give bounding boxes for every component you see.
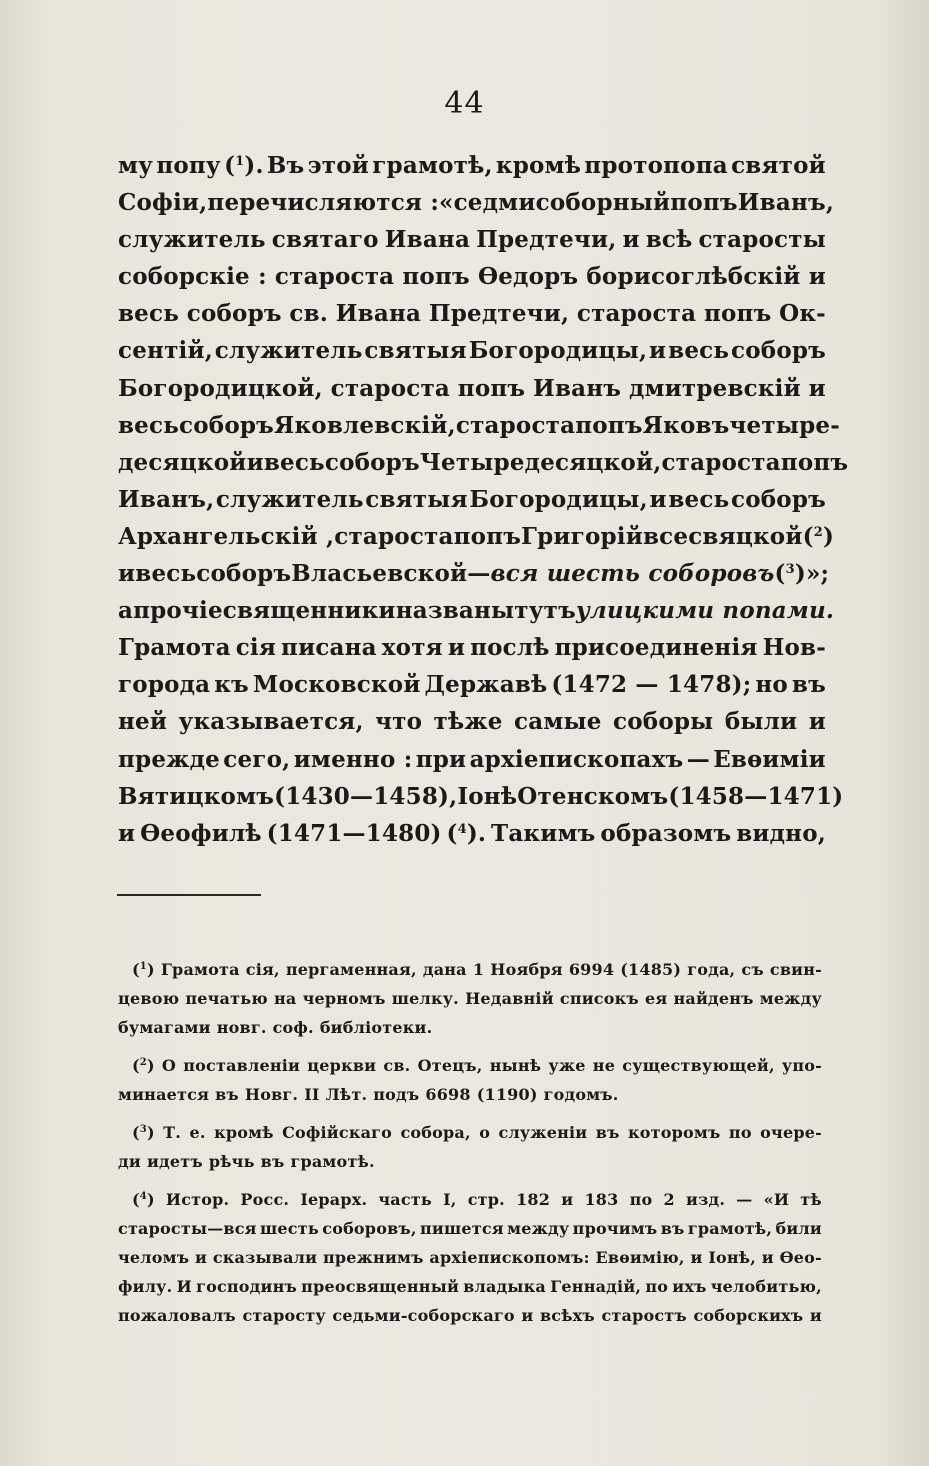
word: ($^4$) (132, 1190, 155, 1209)
word: (1485) (620, 960, 682, 979)
word: и (649, 485, 667, 513)
word: староста (661, 448, 781, 476)
word: не (592, 1056, 616, 1075)
footnote-line (118, 1272, 822, 1301)
footnote-4 (118, 1185, 822, 1330)
word: на (273, 989, 297, 1008)
word: (1472 — 1478); (551, 671, 752, 699)
word: сказывали (212, 1248, 318, 1267)
word: изд. (686, 1190, 726, 1209)
word: часть (378, 1190, 432, 1209)
text-line (118, 592, 835, 629)
word: Ивана (384, 226, 471, 254)
word: въ (660, 1219, 685, 1238)
word: Московской (252, 671, 421, 699)
word: 183 (584, 1190, 619, 1209)
word: господинъ (196, 1277, 297, 1296)
word: Софійскаго (282, 1123, 393, 1142)
word: Иванъ, (737, 189, 835, 217)
word: староста (576, 300, 697, 328)
word: но (755, 671, 788, 699)
word: между (759, 989, 822, 1008)
text-line (118, 629, 826, 666)
word: староста (330, 374, 450, 402)
word: святой (731, 152, 826, 179)
word: 1 (472, 960, 485, 979)
word: рѣчь (208, 1152, 255, 1171)
word: Геннадій, (550, 1277, 642, 1296)
text-line (118, 444, 849, 481)
word: года, (687, 960, 736, 979)
word: ($^1$) (132, 960, 155, 979)
word: — (686, 745, 710, 773)
footnote-line (118, 1301, 822, 1330)
word: ($^2$) (802, 522, 835, 550)
word: старосты (698, 226, 826, 254)
word: старосты—вся (118, 1219, 257, 1238)
footnote-line (118, 1147, 822, 1176)
word: Евѳимію, (595, 1248, 685, 1267)
word: Григорій (521, 522, 643, 550)
text-line (118, 332, 826, 369)
word: прочимъ (572, 1219, 658, 1238)
word: седьми-соборскаго (332, 1306, 515, 1325)
word: писана (281, 634, 377, 662)
word: Өео- (779, 1248, 822, 1267)
word: послѣ (470, 634, 550, 662)
word: свин- (769, 960, 822, 979)
word: и (118, 819, 136, 847)
word: по (645, 1277, 669, 1296)
word: Грамота (160, 960, 240, 979)
word: и (195, 1248, 208, 1267)
text-line (118, 778, 844, 815)
word: сентій, (118, 337, 213, 365)
word: тутъ (514, 597, 576, 625)
text-line (118, 370, 826, 407)
word: и (649, 337, 667, 365)
word: Иванъ (533, 374, 622, 402)
word: годомъ. (543, 1085, 619, 1104)
word: священники (222, 597, 396, 625)
word: св. (289, 300, 329, 328)
word: указывается, (178, 708, 364, 736)
word: Өеофилѣ (140, 819, 262, 847)
word: по (629, 1190, 653, 1209)
word: Предтечи, (428, 300, 570, 328)
word: Вятицкомъ (118, 782, 275, 810)
word: и (118, 560, 136, 588)
word: названы (395, 597, 515, 625)
word: Грамота (118, 634, 231, 662)
word: по (728, 1123, 752, 1142)
word: сія, (245, 960, 280, 979)
word: всесвяцкой (642, 522, 803, 550)
text-line (118, 258, 826, 295)
word: соборскіе : (118, 263, 267, 291)
word: весь (668, 485, 730, 513)
text-line (118, 481, 826, 518)
word: соборъ (324, 448, 420, 476)
word: дана (422, 960, 467, 979)
word: десяцкой (118, 448, 247, 476)
word: Въ (266, 152, 305, 179)
footnote-1 (118, 955, 822, 1042)
word: были (724, 708, 798, 736)
main-text (118, 147, 849, 852)
word: хотя (381, 634, 443, 662)
word: присоединенія (554, 634, 758, 662)
word: образомъ (600, 819, 732, 847)
word: ($^2$) (132, 1056, 155, 1075)
word: попъ (670, 189, 738, 217)
word: староста (334, 522, 454, 550)
text-line (118, 184, 835, 221)
word: соборскихъ (693, 1306, 804, 1325)
word: при (415, 745, 467, 773)
word: — (467, 560, 491, 588)
text-line (118, 741, 826, 778)
footnote-3 (118, 1118, 822, 1176)
word: ди (118, 1152, 141, 1171)
word: И (176, 1277, 192, 1296)
word: весь (135, 560, 197, 588)
word: ($^3$)»; (774, 560, 830, 588)
word: нынѣ (489, 1056, 542, 1075)
word: и (561, 1190, 574, 1209)
word: перечисляются : (207, 189, 440, 217)
word: весь (263, 448, 325, 476)
word: владыка (463, 1277, 546, 1296)
word: Отецъ, (417, 1056, 483, 1075)
word: служитель (118, 226, 266, 254)
word: св. (383, 1056, 411, 1075)
word: весь (118, 300, 180, 328)
word: попъ (457, 374, 526, 402)
footnote-line (118, 1214, 822, 1243)
word: кромѣ (214, 1123, 274, 1142)
word: Росс. (240, 1190, 290, 1209)
word: и (246, 448, 264, 476)
word: Богородицы, (469, 485, 648, 513)
word: ея (644, 989, 668, 1008)
word: Богородицкой, (118, 374, 323, 402)
word: и (521, 1306, 534, 1325)
word: къ (214, 671, 249, 699)
word: и (808, 708, 826, 736)
word: весь (118, 411, 180, 439)
word: попъ (703, 300, 772, 328)
word: Иванъ, (118, 485, 215, 513)
word: улицкими попами. (575, 597, 835, 625)
word: Т. (163, 1123, 182, 1142)
word: служеніи (498, 1123, 588, 1142)
word: — (736, 1190, 753, 1209)
word: ихъ (672, 1277, 707, 1296)
word: Евѳиміи (713, 745, 826, 773)
word: архіепископахъ (469, 745, 684, 773)
word: и (690, 1248, 703, 1267)
word: ($^4$). (446, 819, 487, 847)
word: Лѣт. (325, 1085, 368, 1104)
text-line (118, 518, 835, 555)
footnote-line (118, 1013, 822, 1042)
word: соборъ (731, 337, 826, 365)
word: цевою (118, 989, 180, 1008)
word: сія (235, 634, 277, 662)
footnote-line (118, 1243, 822, 1272)
word: и (808, 263, 826, 291)
word: упо- (781, 1056, 822, 1075)
word: Ивана (335, 300, 422, 328)
page-number: 44 (444, 86, 485, 121)
word: Власьевской (291, 560, 468, 588)
word: попу (156, 152, 221, 179)
word: четыре- (729, 411, 840, 439)
word: тѣ (800, 1190, 822, 1209)
word: соборъ (186, 300, 282, 328)
word: всѣ (645, 226, 693, 254)
word: попъ (402, 263, 470, 291)
footnote-line (118, 955, 822, 984)
word: Іонѣ (457, 782, 518, 810)
word: Четыредесяцкой, (419, 448, 662, 476)
word: а (118, 597, 134, 625)
word: прежде (118, 745, 220, 773)
word: Нов- (762, 634, 826, 662)
word: соборъ (731, 485, 826, 513)
word: Державѣ (424, 671, 548, 699)
word: грамотѣ, (372, 152, 493, 179)
word: въ (260, 1152, 285, 1171)
word: прежнимъ (323, 1248, 424, 1267)
footnote-line (118, 1080, 822, 1109)
word: святыя (364, 337, 467, 365)
text-line (118, 555, 830, 592)
word: «седмисоборный (439, 189, 671, 217)
word: (1190) (476, 1085, 538, 1104)
footnote-line (118, 1185, 822, 1214)
word: пожаловалъ (118, 1306, 236, 1325)
word: и (808, 374, 826, 402)
word: (1430—1458), (274, 782, 458, 810)
word: Недавній (465, 989, 554, 1008)
word: соборъ (196, 560, 292, 588)
word: собора, (400, 1123, 471, 1142)
word: попъ (780, 448, 849, 476)
word: Предтечи, (476, 226, 617, 254)
word: библіотеки. (319, 1018, 433, 1037)
word: именно : (293, 745, 413, 773)
word: вся шесть соборовъ (490, 560, 775, 588)
word: старосту (242, 1306, 326, 1325)
word: 182 (516, 1190, 551, 1209)
word: соф. (272, 1018, 314, 1037)
word: кромѣ (495, 152, 582, 179)
word: староста (274, 263, 395, 291)
word: Новг. (244, 1085, 299, 1104)
word: соборы (613, 708, 714, 736)
text-line (118, 295, 826, 332)
word: съ (741, 960, 764, 979)
word: шесть (260, 1219, 319, 1238)
word: били (775, 1219, 822, 1238)
word: уже (548, 1056, 586, 1075)
word: му (118, 152, 154, 179)
word: Отенскомъ (517, 782, 669, 810)
text-line (118, 666, 826, 703)
word: въ (791, 671, 826, 699)
word: 6698 (425, 1085, 471, 1104)
word: ней (118, 708, 168, 736)
word: очере- (760, 1123, 822, 1142)
word: ($^3$) (132, 1123, 155, 1142)
word: Іерарх. (300, 1190, 368, 1209)
word: староста (455, 411, 576, 439)
word: между (507, 1219, 570, 1238)
word: видно, (736, 819, 826, 847)
word: самые (514, 708, 602, 736)
text-line (118, 815, 826, 852)
word: списокъ (559, 989, 639, 1008)
word: грамотѣ, (687, 1219, 773, 1238)
footnotes (118, 955, 822, 1339)
word: соборъ (179, 411, 274, 439)
word: О (161, 1056, 177, 1075)
word: тѣже (433, 708, 503, 736)
word: попъ (575, 411, 643, 439)
word: этой (307, 152, 370, 179)
word: и (447, 634, 466, 662)
word: печатью (185, 989, 268, 1008)
footnote-line (118, 1118, 822, 1147)
word: и (809, 1306, 822, 1325)
word: новг. (216, 1018, 267, 1037)
word: (1458—1471) (668, 782, 844, 810)
word: ($^1$). (224, 152, 264, 179)
word: протопопа (584, 152, 728, 179)
word: попъ (453, 522, 522, 550)
word: прочіе (133, 597, 223, 625)
word: Софіи, (118, 189, 208, 217)
text-line (118, 221, 826, 258)
word: всѣхъ (539, 1306, 595, 1325)
word: 6994 (568, 960, 615, 979)
word: въ (595, 1123, 620, 1142)
footnote-2 (118, 1051, 822, 1109)
word: существующей, (622, 1056, 775, 1075)
word: Яковъ (642, 411, 730, 439)
word: бумагами (118, 1018, 211, 1037)
word: (1471—1480) (266, 819, 442, 847)
word: архіепископомъ: (429, 1248, 590, 1267)
word: челобитью, (710, 1277, 822, 1296)
word: «И (763, 1190, 790, 1209)
word: II (304, 1085, 320, 1104)
text-line (118, 147, 826, 184)
word: филу. (118, 1277, 173, 1296)
word: сего, (223, 745, 291, 773)
word: Ок- (779, 300, 826, 328)
word: Іонѣ, (708, 1248, 757, 1267)
word: 2 (663, 1190, 675, 1209)
word: старостъ (601, 1306, 687, 1325)
text-line (118, 703, 826, 740)
word: найденъ (673, 989, 754, 1008)
footnote-line (118, 1051, 822, 1080)
word: и (761, 1248, 774, 1267)
word: борисоглѣбскій (586, 263, 801, 291)
word: которомъ (628, 1123, 721, 1142)
word: челомъ (118, 1248, 190, 1267)
word: пишется (419, 1219, 504, 1238)
word: грамотѣ. (290, 1152, 375, 1171)
word: церкви (307, 1056, 377, 1075)
text-line (118, 407, 840, 444)
word: стр. (467, 1190, 505, 1209)
word: минается (118, 1085, 210, 1104)
word: поставленіи (183, 1056, 301, 1075)
word: е. (189, 1123, 206, 1142)
word: Архангельскій , (118, 522, 335, 550)
word: Истор. (165, 1190, 230, 1209)
word: дмитревскій (628, 374, 801, 402)
word: святаго (271, 226, 379, 254)
word: шелку. (391, 989, 459, 1008)
word: весь (668, 337, 730, 365)
word: соборовъ, (322, 1219, 417, 1238)
word: города (118, 671, 211, 699)
word: Богородицы, (468, 337, 648, 365)
word: Яковлевскій, (273, 411, 456, 439)
word: подъ (373, 1085, 420, 1104)
word: преосвященный (301, 1277, 460, 1296)
word: Ноября (490, 960, 563, 979)
word: идетъ (146, 1152, 203, 1171)
word: въ (215, 1085, 239, 1104)
word: и (622, 226, 640, 254)
word: Такимъ (491, 819, 596, 847)
word: служитель (214, 337, 363, 365)
word: служитель (215, 485, 364, 513)
word: Өедоръ (477, 263, 579, 291)
word: что (375, 708, 423, 736)
footnote-divider (117, 894, 261, 896)
word: пергаменная, (285, 960, 417, 979)
word: черномъ (302, 989, 386, 1008)
word: святыя (365, 485, 468, 513)
footnote-line (118, 984, 822, 1013)
word: I, (443, 1190, 457, 1209)
word: о (479, 1123, 491, 1142)
